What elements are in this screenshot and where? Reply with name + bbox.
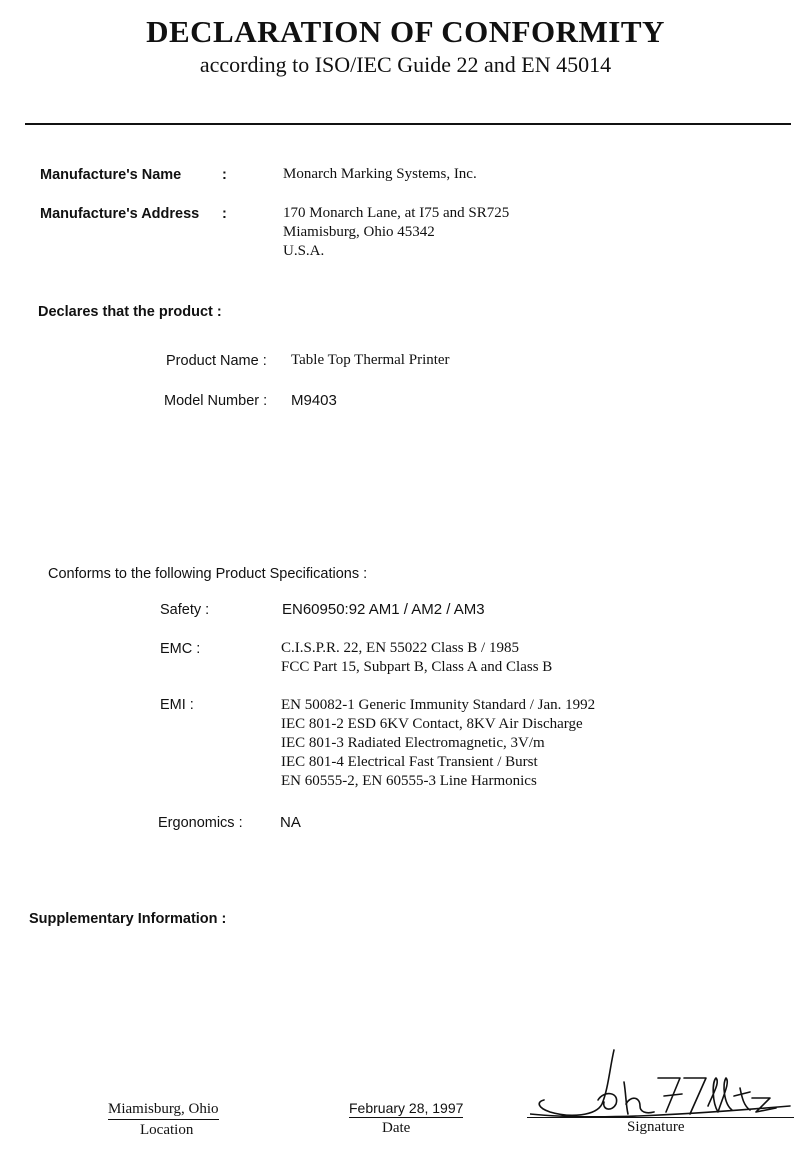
product-name-value: Table Top Thermal Printer <box>291 352 450 368</box>
location-caption: Location <box>140 1122 194 1138</box>
emi-line: EN 60555-2, EN 60555-3 Line Harmonics <box>281 773 537 789</box>
ergonomics-label: Ergonomics : <box>158 815 243 831</box>
address-line: 170 Monarch Lane, at I75 and SR725 <box>283 205 510 221</box>
ergonomics-value: NA <box>280 814 301 831</box>
emi-line: EN 50082-1 Generic Immunity Standard / Jan. 1992 <box>281 697 596 713</box>
address-line: Miamisburg, Ohio 45342 <box>283 224 435 240</box>
date-value: February 28, 1997 <box>349 1100 464 1116</box>
emi-line: IEC 801-3 Radiated Electromagnetic, 3V/m <box>281 735 545 751</box>
signature-caption: Signature <box>627 1119 685 1135</box>
signature-image <box>530 1042 800 1120</box>
signature-line <box>527 1117 794 1118</box>
manufacturer-address-colon: : <box>222 206 227 222</box>
date-caption: Date <box>382 1120 411 1136</box>
manufacturer-name-value: Monarch Marking Systems, Inc. <box>283 166 477 182</box>
manufacturer-name-label: Manufacture's Name <box>40 167 182 183</box>
safety-label: Safety : <box>160 602 210 618</box>
model-number-value: M9403 <box>291 392 337 409</box>
manufacturer-name-colon: : <box>222 167 227 183</box>
document-subtitle: according to ISO/IEC Guide 22 and EN 45014 <box>199 52 612 77</box>
model-number-label: Model Number : <box>164 393 268 409</box>
emc-line: FCC Part 15, Subpart B, Class A and Class B <box>281 659 553 675</box>
location-value: Miamisburg, Ohio <box>108 1101 219 1120</box>
emc-label: EMC : <box>160 641 201 657</box>
document-title: DECLARATION OF CONFORMITY <box>146 14 665 49</box>
manufacturer-address-label: Manufacture's Address <box>40 206 200 222</box>
product-section-heading: Declares that the product : <box>38 304 222 320</box>
product-name-label: Product Name : <box>166 353 267 369</box>
safety-value: EN60950:92 AM1 / AM2 / AM3 <box>282 601 485 618</box>
emi-line: IEC 801-2 ESD 6KV Contact, 8KV Air Discharge <box>281 716 583 732</box>
emc-line: C.I.S.P.R. 22, EN 55022 Class B / 1985 <box>281 640 519 656</box>
emi-label: EMI : <box>160 697 194 713</box>
address-line: U.S.A. <box>283 243 325 259</box>
supplementary-heading: Supplementary Information : <box>29 911 227 927</box>
header-divider <box>25 123 791 125</box>
emi-line: IEC 801-4 Electrical Fast Transient / Burst <box>281 754 538 770</box>
specifications-heading: Conforms to the following Product Specifications : <box>48 566 368 582</box>
